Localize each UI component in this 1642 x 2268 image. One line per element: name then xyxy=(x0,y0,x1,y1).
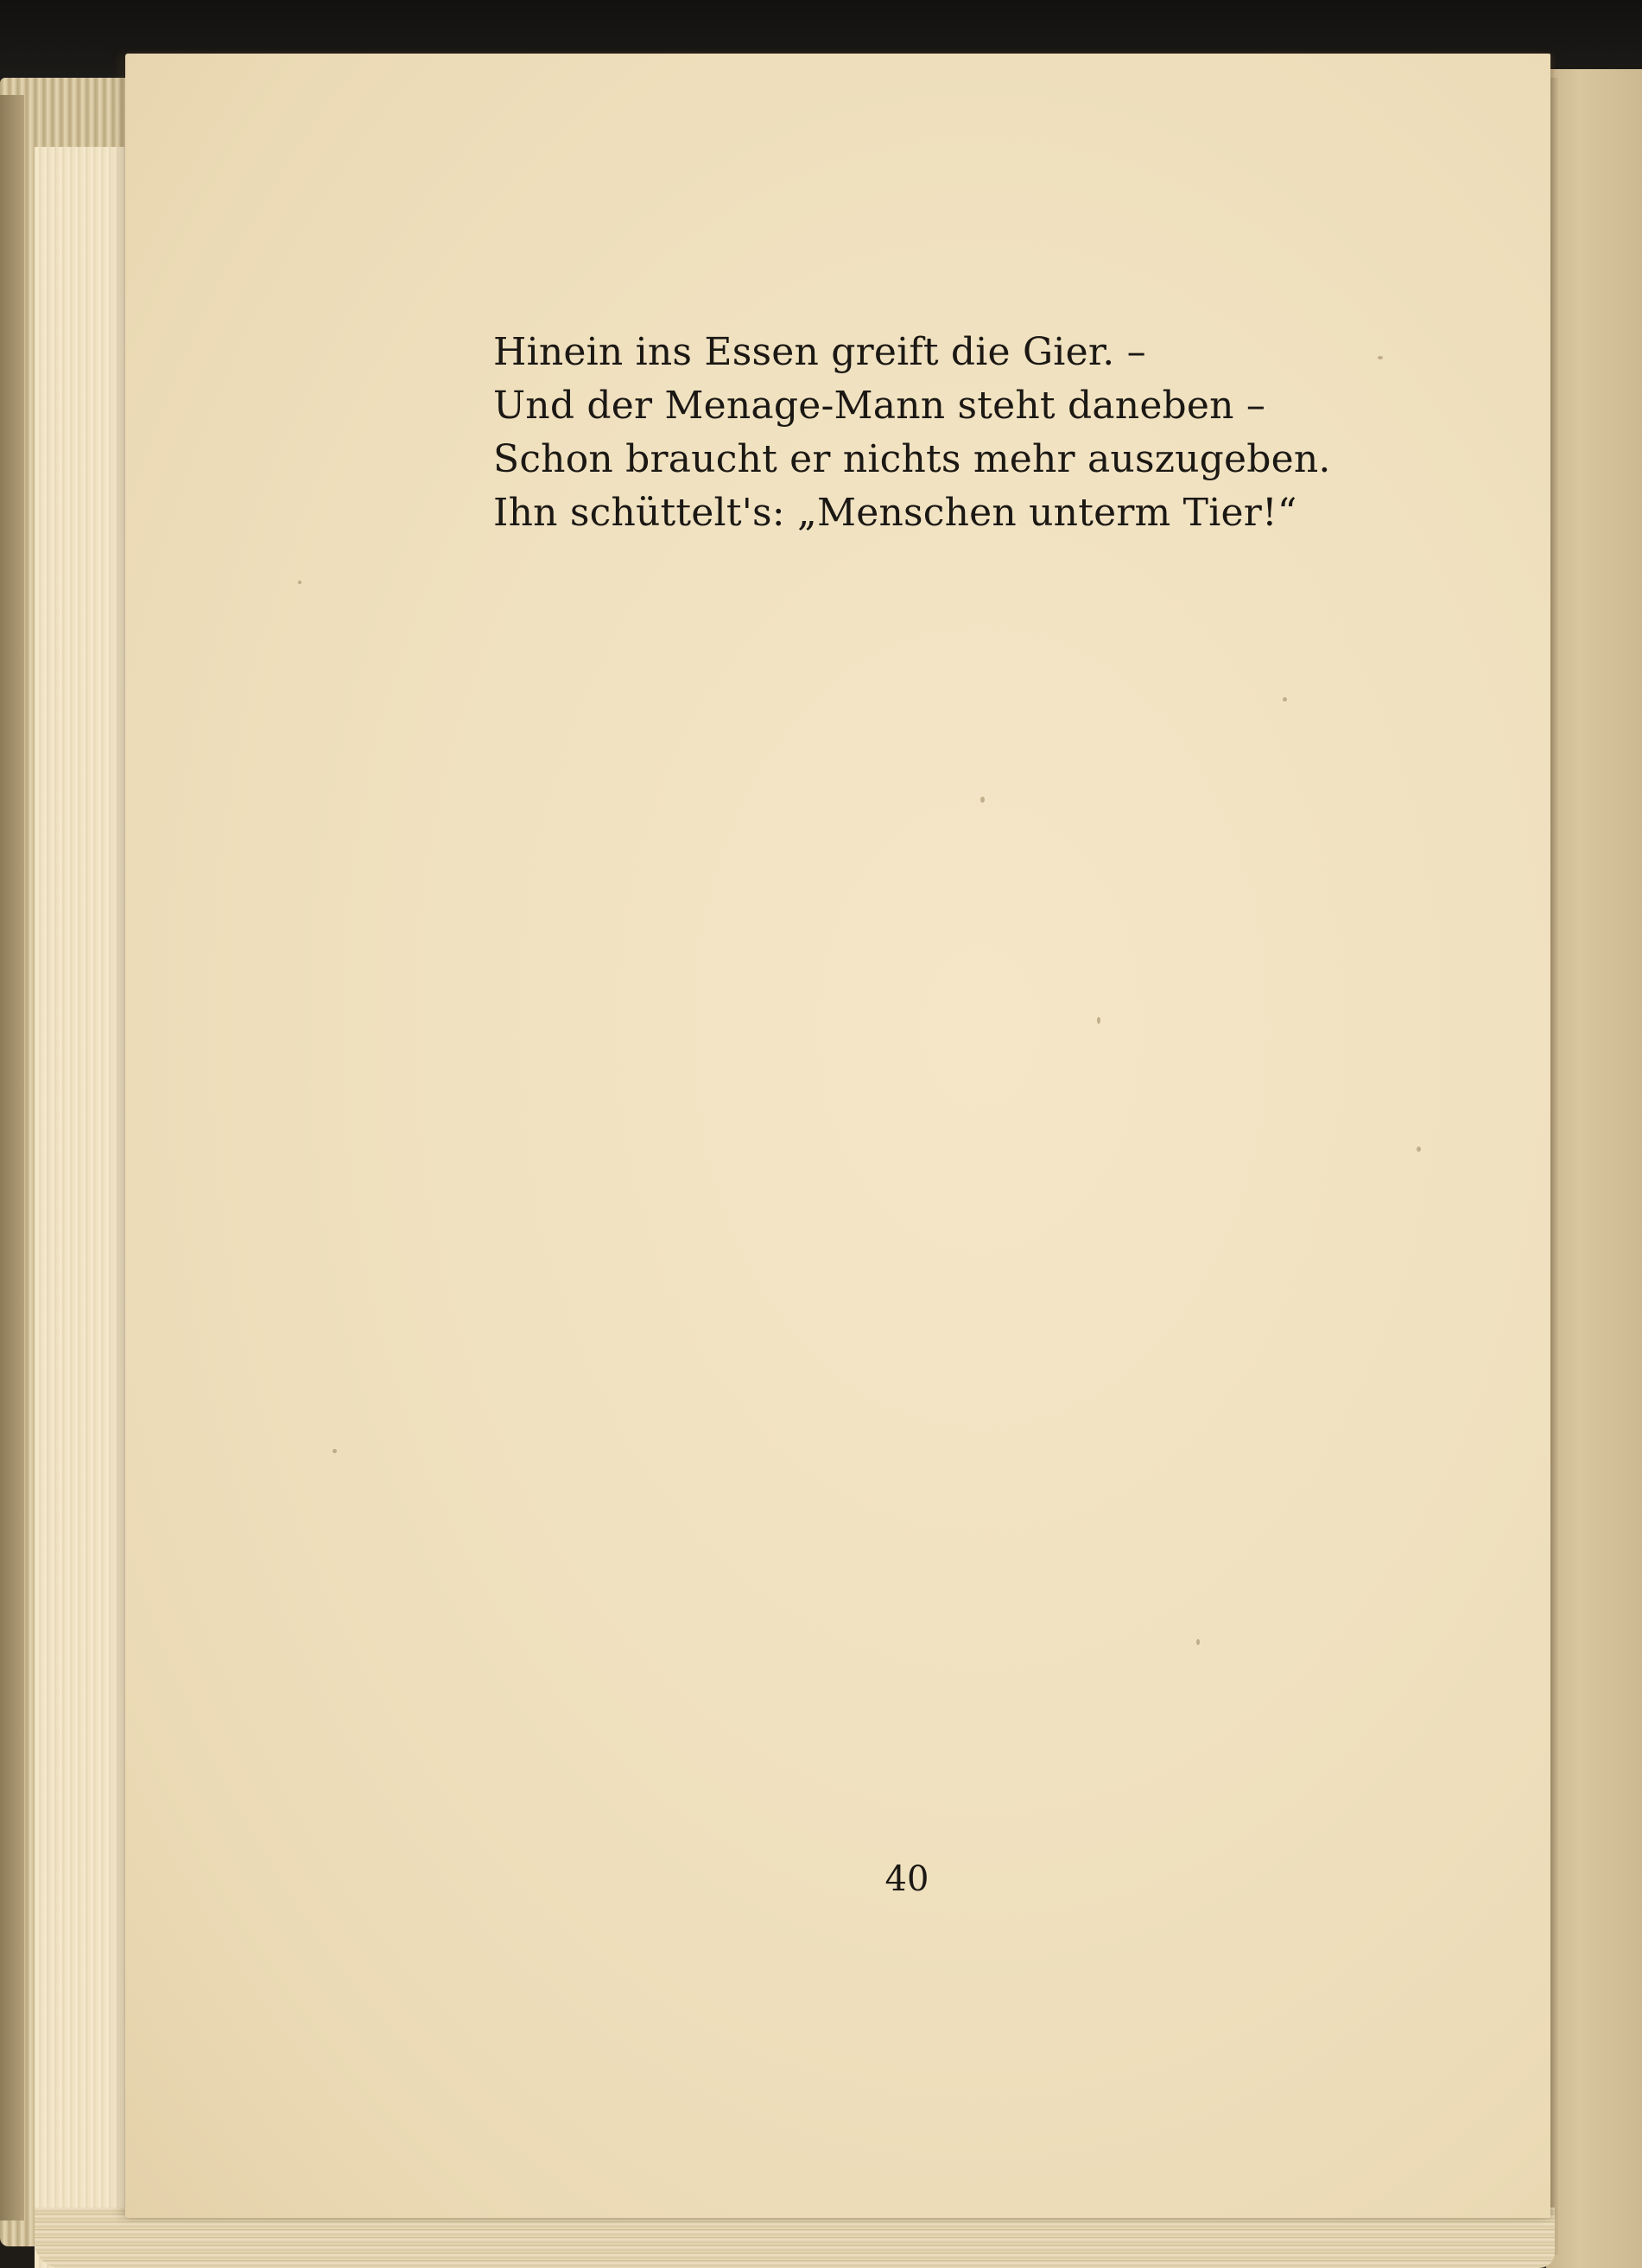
paper-speck xyxy=(980,797,985,803)
paper-speck xyxy=(1283,697,1287,702)
poem-line: Schon braucht er nichts mehr auszugeben. xyxy=(493,437,1331,481)
page-edges-inner xyxy=(35,147,130,2268)
poem-line: Und der Menage-Mann steht daneben – xyxy=(493,384,1266,428)
poem-stanza xyxy=(493,326,1357,540)
facing-page-edge xyxy=(1546,69,1642,2268)
page-number: 40 xyxy=(884,1859,929,1899)
paper-speck xyxy=(1196,1639,1200,1645)
book-cover-left xyxy=(0,95,24,2220)
paper-speck xyxy=(298,581,301,584)
poem-line: Ihn schüttelt's: „Menschen unterm Tier!“ xyxy=(493,491,1297,535)
book-page xyxy=(125,54,1550,2218)
paper-speck xyxy=(1378,356,1383,359)
poem-line: Hinein ins Essen greift die Gier. – xyxy=(493,330,1146,374)
paper-speck xyxy=(333,1449,337,1453)
paper-speck xyxy=(1417,1147,1421,1152)
paper-speck xyxy=(1097,1017,1100,1024)
